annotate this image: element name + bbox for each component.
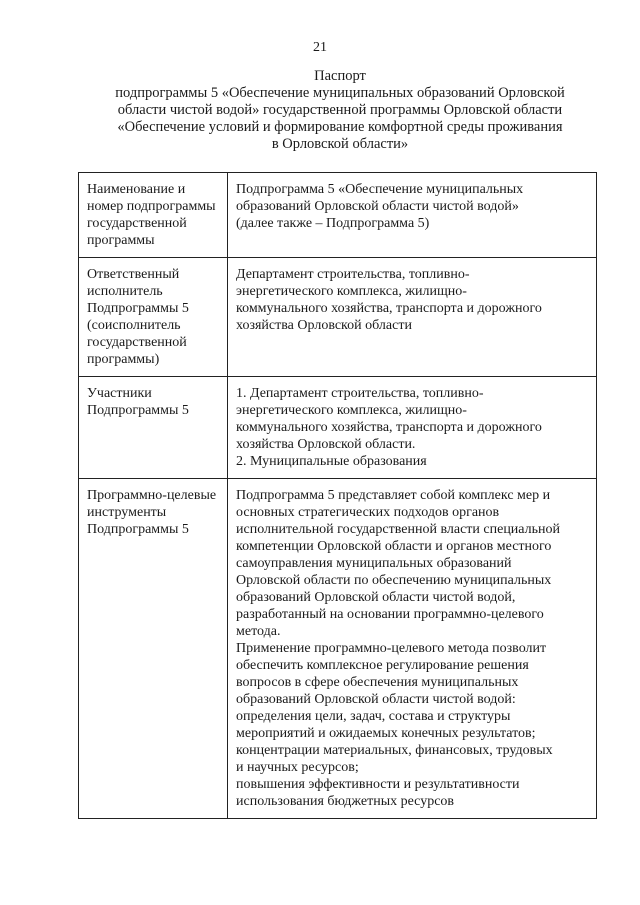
label-line: программы [87,233,155,248]
value-line: повышения эффективности и результативности [236,777,520,792]
value-line: (далее также – Подпрограмма 5) [236,216,430,231]
label-line: инструменты [87,505,167,520]
document-title [80,68,600,153]
row-label-cell [79,377,228,479]
label-line: государственной [87,335,187,350]
title-line: «Обеспечение условий и формирование комфортной среды проживания [117,119,563,135]
title-line: в Орловской области» [271,136,409,152]
label-line: государственной [87,216,187,231]
title-line: подпрограммы 5 «Обеспечение муниципальных образований Орловской [115,85,565,101]
label-line: Участники [87,386,152,401]
label-line: Подпрограммы 5 [87,522,189,537]
value-line: 1. Департамент строительства, топливно- [236,386,484,401]
label-line: Наименование и [87,182,186,197]
value-line: коммунального хозяйства, транспорта и дорожного [236,301,542,316]
value-line: разработанный на основании программно-целевого [236,607,544,622]
table-row [79,173,597,258]
value-line: самоуправления муниципальных образований [236,556,512,571]
value-line: хозяйства Орловской области [236,318,412,333]
title-line: Паспорт [314,68,366,84]
row-label-cell [79,258,228,377]
title-line: области чистой водой» государственной программы Орловской области [117,102,563,118]
value-line: энергетического комплекса, жилищно- [236,403,467,418]
label-line: программы) [87,352,160,367]
label-line: Подпрограммы 5 [87,301,189,316]
value-line: компетенции Орловской области и органов местного [236,539,552,554]
row-value-cell [228,173,597,258]
value-line: обеспечить комплексное регулирование решения [236,658,529,673]
page-number: 21 [313,40,327,55]
value-line: коммунального хозяйства, транспорта и дорожного [236,420,542,435]
value-line: определения цели, задач, состава и структуры [236,709,511,724]
value-line: Орловской области по обеспечению муниципальных [236,573,552,588]
value-line: образований Орловской области чистой водой, [236,590,516,605]
label-line: Ответственный [87,267,180,282]
passport-table [78,172,597,819]
value-line: использования бюджетных ресурсов [236,794,455,809]
label-line: (соисполнитель [87,318,181,333]
value-line: основных стратегических подходов органов [236,505,500,520]
value-line: 2. Муниципальные образования [236,454,427,469]
value-line: хозяйства Орловской области. [236,437,416,452]
value-line: образований Орловской области чистой водой: [236,692,516,707]
label-line: Программно-целевые [87,488,217,503]
value-line: Применение программно-целевого метода позволит [236,641,547,656]
row-value-cell [228,479,597,819]
value-line: исполнительной государственной власти специальной [236,522,560,537]
table-row [79,377,597,479]
value-line: Департамент строительства, топливно- [236,267,470,282]
value-line: Подпрограмма 5 «Обеспечение муниципальных [236,182,524,197]
label-line: Подпрограммы 5 [87,403,189,418]
value-line: мероприятий и ожидаемых конечных результатов; [236,726,536,741]
value-line: Подпрограмма 5 представляет собой комплекс мер и [236,488,551,503]
row-value-cell [228,258,597,377]
row-label-cell [79,479,228,819]
label-line: исполнитель [87,284,163,299]
table-row [79,479,597,819]
value-line: концентрации материальных, финансовых, трудовых [236,743,553,758]
table-row [79,258,597,377]
value-line: метода. [236,624,281,639]
passport-table-body [79,173,597,819]
value-line: вопросов в сфере обеспечения муниципальных [236,675,519,690]
row-label-cell [79,173,228,258]
value-line: и научных ресурсов; [236,760,359,775]
label-line: номер подпрограммы [87,199,216,214]
row-value-cell [228,377,597,479]
value-line: энергетического комплекса, жилищно- [236,284,467,299]
value-line: образований Орловской области чистой водой» [236,199,519,214]
